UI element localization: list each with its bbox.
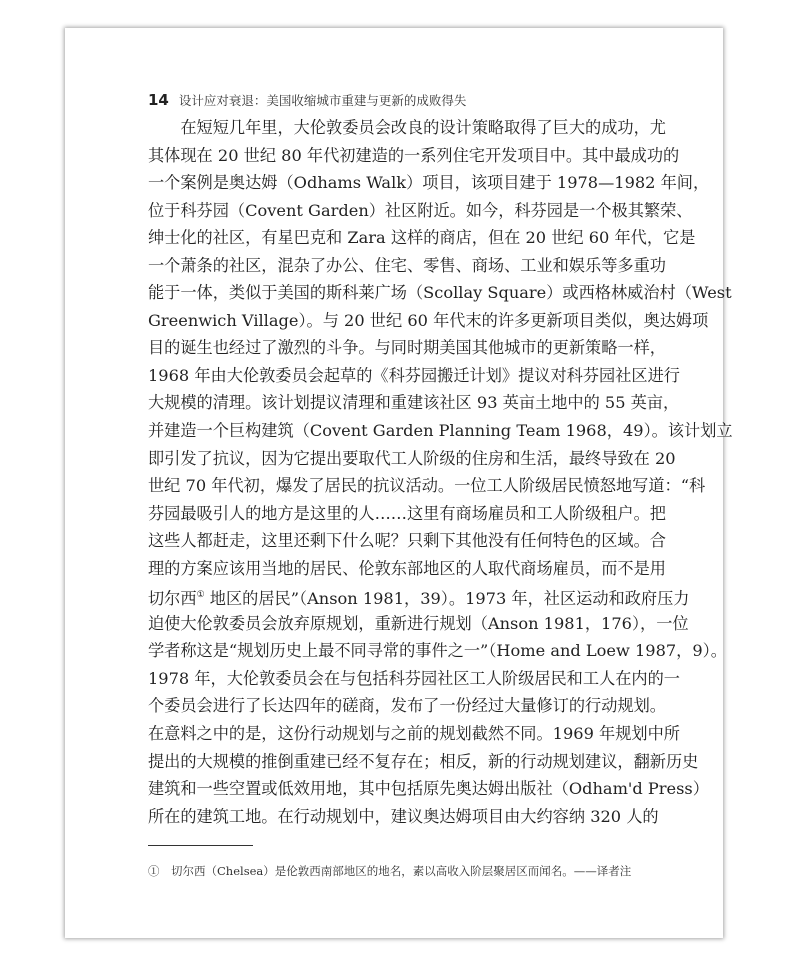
text-line: 芬园最吸引人的地方是这里的人……这里有商场雇员和工人阶级租户。把 bbox=[148, 503, 666, 523]
text-line: 绅士化的社区，有星巴克和 Zara 这样的商店，但在 20 世纪 60 年代，它是 bbox=[148, 228, 696, 248]
text-line: 大规模的清理。该计划提议清理和重建该社区 93 英亩土地中的 55 英亩， bbox=[148, 393, 680, 413]
text-segment: 地区的居民”（Anson 1981，39）。1973 年，社区运动和政府压力 bbox=[204, 589, 690, 609]
text-line: 目的诞生也经过了激烈的斗争。与同时期美国其他城市的更新策略一样， bbox=[148, 338, 666, 358]
text-line: 提出的大规模的推倒重建已经不复存在；相反，新的行动规划建议，翻新历史 bbox=[148, 751, 699, 771]
text-line: 学者称这是“规划历史上最不同寻常的事件之一”（Home and Loew 1987，9）。 bbox=[148, 641, 727, 661]
text-line: 迫使大伦敦委员会放弃原规划，重新进行规划（Anson 1981，176），一位 bbox=[148, 613, 689, 633]
text-line: 位于科芬园（Covent Garden）社区附近。如今，科芬园是一个极其繁荣、 bbox=[148, 200, 693, 220]
text-line: 其体现在 20 世纪 80 年代初建造的一系列住宅开发项目中。其中最成功的 bbox=[148, 145, 680, 165]
footnote-divider bbox=[148, 845, 253, 846]
text-line: 一个案例是奥达姆（Odhams Walk）项目，该项目建于 1978—1982 年间， bbox=[148, 173, 710, 193]
text-line: 1978 年，大伦敦委员会在与包括科芬园社区工人阶级居民和工人在内的一 bbox=[148, 668, 680, 688]
text-line: 在意料之中的是，这份行动规划与之前的规划截然不同。1969 年规划中所 bbox=[148, 724, 680, 744]
text-line: 即引发了抗议，因为它提出要取代工人阶级的住房和生活，最终导致在 20 bbox=[148, 448, 676, 468]
text-line: 理的方案应该用当地的居民、伦敦东部地区的人取代商场雇员，而不是用 bbox=[148, 558, 666, 578]
text-line: 建筑和一些空置或低效用地，其中包括原先奥达姆出版社（Odham'd Press） bbox=[148, 779, 709, 799]
text-line: 这些人都赶走，这里还剩下什么呢？只剩下其他没有任何特色的区域。合 bbox=[148, 531, 666, 551]
text-line: 在短短几年里，大伦敦委员会改良的设计策略取得了巨大的成功，尤 bbox=[148, 118, 666, 137]
text-line bbox=[148, 582, 690, 610]
text-line: 能于一体，类似于美国的斯科莱广场（Scollay Square）或西格林威治村（West bbox=[148, 283, 732, 303]
footnote-reference[interactable]: ① bbox=[196, 590, 205, 601]
text-line: 世纪 70 年代初，爆发了居民的抗议活动。一位工人阶级居民愤怒地写道：“科 bbox=[148, 476, 706, 496]
body-text bbox=[148, 114, 733, 830]
text-line: 个委员会进行了长达四年的磋商，发布了一份经过大量修订的行动规划。 bbox=[148, 696, 666, 716]
text-line: 一个萧条的社区，混杂了办公、住宅、零售、商场、工业和娱乐等多重功 bbox=[148, 255, 666, 275]
running-header bbox=[148, 90, 466, 109]
running-title: 设计应对衰退：美国收缩城市重建与更新的成败得失 bbox=[178, 93, 467, 108]
text-line: Greenwich Village）。与 20 世纪 60 年代末的许多更新项目类似，奥达姆项 bbox=[148, 310, 709, 330]
text-line: 所在的建筑工地。在行动规划中，建议奥达姆项目由大约容纳 320 人的 bbox=[148, 806, 659, 826]
book-page bbox=[65, 28, 733, 938]
text-line: 并建造一个巨构建筑（Covent Garden Planning Team 1968，49）。该计划立 bbox=[148, 421, 733, 441]
footnote: ① 切尔西（Chelsea）是伦敦西南部地区的地名，素以高收入阶层聚居区而闻名。——译者注 bbox=[148, 864, 632, 878]
text-line: 1968 年由大伦敦委员会起草的《科芬园搬迁计划》提议对科芬园社区进行 bbox=[148, 365, 680, 385]
text-segment: 切尔西 bbox=[148, 589, 197, 609]
page-number: 14 bbox=[148, 91, 169, 109]
